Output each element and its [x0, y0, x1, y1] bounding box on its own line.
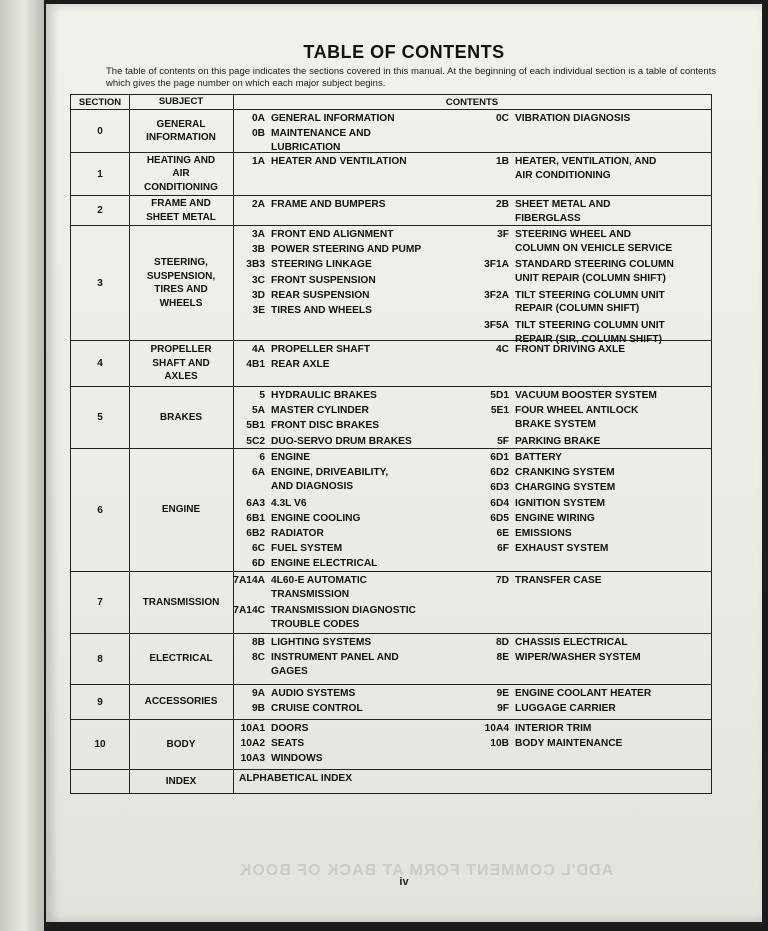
entry-title: IGNITION SYSTEM: [515, 497, 605, 509]
section-subject: ACCESSORIES: [129, 685, 234, 719]
entry-title: HEATER AND VENTILATION: [271, 156, 407, 167]
section-contents: [233, 770, 711, 793]
entry-title: 4.3L V6: [271, 497, 307, 509]
entry-title: EXHAUST SYSTEM: [515, 543, 609, 555]
entry-code: 7A14C: [233, 605, 265, 617]
entry-title: CRUISE CONTROL: [271, 703, 363, 715]
entry-title: FRAME AND BUMPERS: [271, 199, 386, 210]
entry-code: 3F1A: [484, 259, 509, 271]
entry-code: 4B1: [246, 359, 265, 371]
section-number: 9: [71, 685, 130, 719]
entry-title: BATTERY: [515, 452, 562, 463]
section-number: 1: [71, 153, 130, 195]
entry-code: 7A14A: [233, 575, 265, 586]
section-contents: [233, 449, 711, 571]
entry-code: 5E1: [490, 405, 509, 417]
entry-title: TILT STEERING COLUMN UNIT REPAIR (SIR, COLUMN SHIFT): [515, 320, 665, 345]
page-number: iv: [399, 876, 409, 888]
section-number: 2: [71, 196, 130, 225]
table-row: [71, 196, 711, 226]
entry-code: 0B: [251, 128, 265, 140]
section-subject: TRANSMISSION: [129, 572, 234, 633]
entry-title: INSTRUMENT PANEL AND GAGES: [271, 652, 399, 677]
entry-title: ENGINE, DRIVEABILITY, AND DIAGNOSIS: [271, 467, 389, 492]
entry-code: 6B2: [246, 528, 265, 539]
entry-code: 0A: [251, 113, 265, 124]
entry-code: 3F2A: [484, 289, 509, 301]
entry-code: 4A: [251, 344, 265, 355]
entry-code: 8D: [495, 637, 509, 648]
entry-title: FRONT DISC BRAKES: [271, 420, 380, 432]
table-row: [71, 449, 711, 572]
section-number: 0: [71, 110, 130, 152]
section-contents: [233, 387, 711, 448]
section-subject: BRAKES: [129, 387, 234, 448]
entry-code: 6D2: [490, 467, 509, 479]
entry-code: 8B: [251, 637, 265, 648]
section-contents: [233, 685, 711, 719]
entry-title: CHARGING SYSTEM: [515, 482, 616, 494]
entry-title: BODY MAINTENANCE: [515, 738, 623, 750]
entry-title: ENGINE WIRING: [515, 512, 595, 524]
intro-paragraph: The table of contents on this page indicates the sections covered in this manual. At the beginning of each individual section is a table of contents which gives the page number on which each major subject begins.: [106, 66, 716, 89]
entry-title: REAR AXLE: [271, 359, 330, 371]
entry-code: 9E: [496, 688, 509, 699]
section-number: 4: [71, 341, 130, 386]
entry-title: AUDIO SYSTEMS: [271, 688, 356, 699]
entry-code: 9B: [251, 703, 265, 715]
header-contents-label: CONTENTS: [445, 96, 499, 108]
header-subject: SUBJECT: [129, 95, 234, 109]
entry-title: ENGINE COOLING: [271, 512, 361, 524]
entry-title: ALPHABETICAL INDEX: [239, 773, 353, 784]
entry-code: 6E: [496, 528, 509, 539]
entry-code: 6C: [251, 543, 265, 555]
entry-title: DUO-SERVO DRUM BRAKES: [271, 435, 412, 447]
entry-code: 10A1: [240, 723, 265, 734]
entry-code: 5C2: [246, 435, 265, 447]
entry-code: 6D5: [490, 512, 509, 524]
section-subject: HEATING AND AIR CONDITIONING: [129, 153, 234, 195]
entry-title: VACUUM BOOSTER SYSTEM: [515, 390, 657, 401]
entry-title: CHASSIS ELECTRICAL: [515, 637, 628, 648]
entry-title: LIGHTING SYSTEMS: [271, 637, 372, 648]
table-row: [71, 634, 711, 685]
table-row: [71, 341, 711, 387]
entry-title: SEATS: [271, 738, 305, 750]
entry-title: PARKING BRAKE: [515, 435, 601, 447]
entry-title: LUGGAGE CARRIER: [515, 703, 616, 715]
entry-code: 3A: [251, 229, 265, 240]
entry-code: 9A: [251, 688, 265, 699]
entry-title: ENGINE: [271, 452, 311, 463]
entry-title: STEERING LINKAGE: [271, 259, 372, 271]
entry-title: STANDARD STEERING COLUMN UNIT REPAIR (COLUMN SHIFT): [515, 259, 674, 284]
entry-title: MAINTENANCE AND LUBRICATION: [271, 128, 371, 153]
section-subject: PROPELLER SHAFT AND AXLES: [129, 341, 234, 386]
entry-code: 3F5A: [484, 320, 509, 332]
entry-code: 10B: [490, 738, 509, 750]
entry-code: 3F: [497, 229, 509, 240]
entry-title: INTERIOR TRIM: [515, 723, 592, 734]
entry-title: EMISSIONS: [515, 528, 572, 539]
section-number: 7: [71, 572, 130, 633]
entry-title: MASTER CYLINDER: [271, 405, 369, 417]
section-number: [71, 770, 130, 793]
section-contents: [233, 110, 711, 152]
entry-title: FOUR WHEEL ANTILOCK BRAKE SYSTEM: [515, 405, 639, 430]
table-row: [71, 572, 711, 634]
section-subject: ENGINE: [129, 449, 234, 571]
entry-code: 9F: [497, 703, 509, 715]
entry-title: POWER STEERING AND PUMP: [271, 244, 422, 256]
entry-code: 5F: [497, 435, 509, 447]
entry-title: DOORS: [271, 723, 309, 734]
entry-code: 8C: [251, 652, 265, 664]
entry-title: TRANSFER CASE: [515, 575, 602, 586]
section-subject: GENERAL INFORMATION: [129, 110, 234, 152]
entry-title: SHEET METAL AND FIBERGLASS: [515, 199, 611, 224]
entry-title: REAR SUSPENSION: [271, 289, 370, 301]
entry-code: 1A: [251, 156, 265, 167]
table-row: [71, 110, 711, 153]
entry-code: 5D1: [490, 390, 509, 401]
page-title: TABLE OF CONTENTS: [303, 42, 505, 62]
entry-title: WIPER/WASHER SYSTEM: [515, 652, 641, 664]
entry-title: TILT STEERING COLUMN UNIT REPAIR (COLUMN SHIFT): [515, 289, 665, 315]
entry-title: HYDRAULIC BRAKES: [271, 390, 377, 401]
entry-title: CRANKING SYSTEM: [515, 467, 615, 479]
entry-title: VIBRATION DIAGNOSIS: [515, 113, 631, 124]
entry-title: FRONT DRIVING AXLE: [515, 344, 625, 355]
entry-code: 3C: [251, 274, 265, 286]
entry-title: ENGINE COOLANT HEATER: [515, 688, 652, 699]
entry-code: 5B1: [246, 420, 265, 432]
contents-table: [70, 94, 712, 794]
entry-title: FUEL SYSTEM: [271, 543, 343, 555]
section-subject: STEERING, SUSPENSION, TIRES AND WHEELS: [129, 226, 234, 340]
table-row: [71, 226, 711, 345]
entry-title: TRANSMISSION DIAGNOSTIC TROUBLE CODES: [271, 605, 416, 630]
entry-code: 10A2: [240, 738, 265, 750]
entry-code: 6A3: [246, 497, 265, 509]
entry-code: 5A: [251, 405, 265, 417]
entry-title: FRONT SUSPENSION: [271, 274, 376, 286]
section-number: 10: [71, 720, 130, 769]
section-contents: [233, 341, 711, 386]
section-subject: FRAME AND SHEET METAL: [129, 196, 234, 225]
entry-code: 4C: [495, 344, 509, 355]
entry-title: 4L60-E AUTOMATIC TRANSMISSION: [271, 575, 368, 600]
section-subject: ELECTRICAL: [129, 634, 234, 684]
entry-title: RADIATOR: [271, 528, 324, 539]
entry-title: HEATER, VENTILATION, AND AIR CONDITIONING: [515, 156, 657, 181]
section-contents: [233, 153, 711, 195]
table-row: [71, 770, 711, 793]
section-subject: BODY: [129, 720, 234, 769]
entry-code: 6: [259, 452, 265, 463]
header-section: SECTION: [71, 95, 130, 109]
show-through-text: ADD'L COMMENT FORM AT BACK OF BOOK: [238, 862, 614, 879]
section-number: 8: [71, 634, 130, 684]
entry-code: 6F: [497, 543, 509, 555]
entry-title: FRONT END ALIGNMENT: [271, 229, 394, 240]
entry-title: WINDOWS: [271, 753, 323, 765]
entry-code: 10A4: [484, 723, 509, 734]
entry-title: TIRES AND WHEELS: [271, 305, 372, 316]
entry-code: 5: [259, 390, 265, 401]
entry-code: 6D1: [490, 452, 509, 463]
section-contents: [233, 634, 711, 684]
entry-title: ENGINE ELECTRICAL: [271, 558, 378, 570]
table-header-row: [71, 95, 711, 110]
section-contents: [233, 196, 711, 225]
table-row: [71, 153, 711, 196]
entry-code: 6D3: [490, 482, 509, 494]
entry-code: 3D: [251, 289, 265, 301]
entry-code: 2B: [495, 199, 509, 210]
table-row: [71, 720, 711, 770]
entry-title: PROPELLER SHAFT: [271, 344, 371, 355]
section-number: 6: [71, 449, 130, 571]
entry-code: 6A: [251, 467, 265, 479]
entry-code: 3E: [252, 305, 265, 316]
table-row: [71, 387, 711, 449]
entry-code: 7D: [495, 575, 509, 586]
section-subject: INDEX: [129, 770, 234, 793]
section-contents: [233, 720, 711, 769]
entry-code: 6B1: [246, 512, 265, 524]
section-number: 3: [71, 226, 130, 340]
entry-code: 2A: [251, 199, 265, 210]
section-number: 5: [71, 387, 130, 448]
entry-code: 0C: [495, 113, 509, 124]
entry-title: STEERING WHEEL AND COLUMN ON VEHICLE SERVICE: [515, 229, 673, 254]
entry-code: 8E: [496, 652, 509, 664]
header-contents: [233, 95, 711, 109]
entry-code: 10A3: [240, 753, 265, 765]
entry-code: 1B: [495, 156, 509, 167]
table-row: [71, 685, 711, 720]
section-contents: [233, 226, 711, 345]
entry-code: 6D: [251, 558, 265, 570]
book-spine: [0, 0, 44, 931]
entry-title: GENERAL INFORMATION: [271, 113, 395, 124]
section-contents: [233, 572, 711, 633]
entry-code: 3B3: [246, 259, 265, 271]
entry-code: 3B: [251, 244, 265, 256]
entry-code: 6D4: [490, 497, 509, 509]
